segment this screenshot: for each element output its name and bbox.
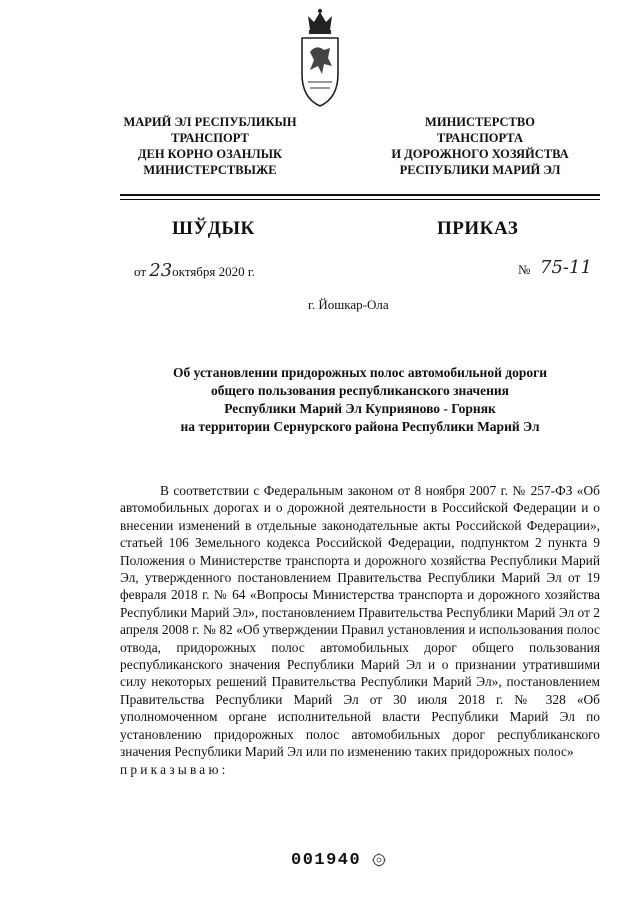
header-line: МИНИСТЕРСТВЫЖЕ <box>143 163 277 177</box>
subject-line: Об установлении придорожных полос автомобильной дороги <box>172 365 547 380</box>
order-body <box>120 482 600 778</box>
coat-of-arms-icon <box>296 8 344 108</box>
header-line: РЕСПУБЛИКИ МАРИЙ ЭЛ <box>399 163 561 177</box>
title-mari: ШЎДЫК <box>172 218 255 239</box>
date-day-handwritten: 23 <box>149 260 173 281</box>
seal-mark-icon <box>372 853 386 867</box>
order-date <box>134 260 255 281</box>
order-closing: приказываю: <box>120 761 229 777</box>
header-line: МИНИСТЕРСТВО <box>425 115 535 129</box>
serial-number: 001940 <box>291 851 362 870</box>
order-number-label: № <box>518 262 531 277</box>
header-divider-thin <box>120 199 600 200</box>
subject-line: общего пользования республиканского значения <box>211 383 509 398</box>
header-line: ТРАНСПОРТА <box>436 131 524 145</box>
header-line: И ДОРОЖНОГО ХОЗЯЙСТВА <box>391 147 569 161</box>
date-prefix: от <box>134 264 150 279</box>
body-paragraph: В соответствии с Федеральным законом от 8 ноября 2007 г. № 257-ФЗ «Об автомобильных дорогах и о дорожной деятельности в Российской Федерации и о внесении изменений в отдельные законодательные акты Российской Федерации», статьей 106 Земельного кодекса Российской Федерации, подпунктом 2 пункта 9 Положения о Министерстве транспорта и дорожного хозяйства Республики Марий Эл, утвержденного постановлением Правительства Республики Марий Эл от 19 февраля 2018 г. № 64 «Вопросы Министерства транспорта и дорожного хозяйства Республики Марий Эл», постановлением Правительства Республики Марий Эл от 2 апреля 2008 г. № 82 «Об утверждении Правил установления и использования полос отвода, придорожных полос автомобильных дорог общего пользования республиканского значения Республики Марий Эл и о признании утратившими силу некоторых решений Правительства Республики Марий Эл», постановлением Правительства Республики Марий Эл от 30 июля 2018 г. № 328 «Об уполномоченном органе исполнительной власти Республики Марий Эл по установлению придорожных полос автомобильных дорог республиканского значения Республики Марий Эл или по изменению таких придорожных полос» <box>120 483 600 760</box>
ministry-name-mari <box>100 114 320 178</box>
subject-line: Республики Марий Эл Куприяново - Горняк <box>224 401 496 416</box>
ministry-name-russian <box>360 114 600 178</box>
header-line: МАРИЙ ЭЛ РЕСПУБЛИКЫН <box>123 115 297 129</box>
city: г. Йошкар-Ола <box>308 297 389 312</box>
subject-line: на территории Сернурского района Республики Марий Эл <box>180 419 540 434</box>
header-line: ТРАНСПОРТ <box>171 131 249 145</box>
date-rest: октября 2020 г. <box>172 264 256 279</box>
header-line: ДЕН КОРНО ОЗАНЛЫК <box>137 147 283 161</box>
title-russian: ПРИКАЗ <box>437 218 519 239</box>
header-divider <box>120 194 600 196</box>
order-number-handwritten: 75-11 <box>540 257 592 278</box>
order-subject <box>120 364 600 436</box>
